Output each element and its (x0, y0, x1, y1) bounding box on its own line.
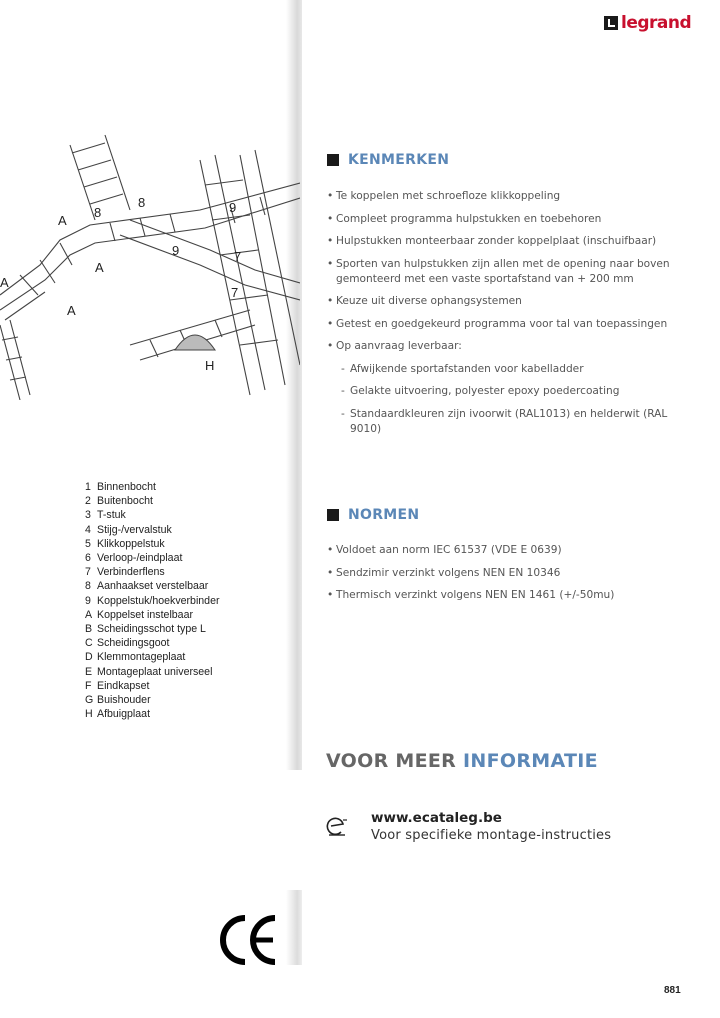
list-item: • Voldoet aan norm IEC 61537 (VDE E 0639) (327, 544, 562, 556)
diagram-label: 7 (231, 285, 239, 300)
diagram-label: A (0, 275, 9, 290)
list-item: • Te koppelen met schroefloze klikkoppeling (327, 190, 561, 202)
square-bullet-icon (327, 509, 339, 521)
legend-item: H Afbuigplaat (85, 708, 151, 721)
brand-logo (604, 13, 691, 33)
diagram-label: 9 (229, 200, 237, 215)
diagram-label: A (67, 303, 76, 318)
brand-name: legrand (621, 13, 692, 33)
legrand-logo-icon (604, 16, 618, 30)
list-item: • Hulpstukken monteerbaar zonder koppelplaat (inschuifbaar) (327, 235, 657, 247)
diagram-label: 8 (138, 195, 146, 210)
diagram-label: 8 (94, 205, 102, 220)
ce-mark-icon (218, 912, 278, 968)
diagram-label: A (58, 213, 67, 228)
kenmerken-heading (327, 152, 449, 168)
legend-item: 3 T-stuk (85, 509, 126, 522)
legend-item: A Koppelset instelbaar (85, 608, 193, 621)
section-title: KENMERKEN (348, 152, 450, 168)
normen-list (327, 543, 677, 611)
parts-legend (85, 480, 220, 721)
legend-item: 1 Binnenbocht (85, 481, 156, 493)
legend-item: 8 Aanhaakset verstelbaar (85, 580, 209, 593)
sub-list-item: - Standaardkleuren zijn ivoorwit (RAL1013) en helderwit (RAL 9010) (341, 407, 668, 435)
legend-item: 4 Stijg-/vervalstuk (85, 523, 172, 536)
legend-item: 9 Koppelstuk/hoekverbinder (85, 594, 220, 607)
legend-item: E Montageplaat universeel (85, 665, 213, 678)
normen-heading (327, 507, 419, 523)
ecatalog-description: Voor specifieke montage-instructies (371, 828, 612, 843)
ecatalog-link[interactable]: www.ecataleg.be (371, 810, 502, 826)
legend-item: 6 Verloop-/eindplaat (85, 552, 183, 565)
legend-item: D Klemmontageplaat (85, 651, 186, 664)
list-item: • Keuze uit diverse ophangsystemen (327, 295, 522, 307)
legend-item: 2 Buitenbocht (85, 495, 153, 508)
diagram-label: 7 (234, 249, 242, 264)
list-item: • Getest en goedgekeurd programma voor tal van toepassingen (327, 317, 668, 330)
list-item: • Sendzimir verzinkt volgens NEN EN 10346 (327, 566, 561, 579)
legend-item: B Scheidingsschot type L (85, 623, 206, 636)
ecatalog-icon (326, 816, 348, 838)
cable-ladder-illustration (0, 125, 300, 400)
legend-item: F Eindkapset (85, 679, 150, 692)
diagram-label: A (95, 260, 104, 275)
list-item: • Thermisch verzinkt volgens NEN EN 1461 (+/-50mu) (327, 589, 615, 601)
page-fold-shadow-bottom (286, 890, 302, 965)
sub-list-item: - Gelakte uitvoering, polyester epoxy poedercoating (341, 385, 620, 397)
kenmerken-list (327, 189, 677, 444)
more-info-heading: VOOR MEER INFORMATIE (326, 750, 598, 772)
legend-item: G Buishouder (85, 694, 151, 707)
section-title: NORMEN (348, 507, 420, 523)
diagram-label: 9 (172, 243, 180, 258)
list-item: • Compleet programma hulpstukken en toebehoren (327, 212, 602, 225)
list-item: • Sporten van hulpstukken zijn allen met de opening naar boven gemonteerd met een vaste sportafstand van + 200 mm (327, 257, 670, 285)
square-bullet-icon (327, 154, 339, 166)
list-item: • Op aanvraag leverbaar: (327, 340, 462, 352)
page-number: 881 (664, 985, 681, 996)
legend-item: 5 Klikkoppelstuk (85, 537, 165, 550)
diagram-label: H (205, 358, 215, 373)
legend-item: 7 Verbinderflens (85, 566, 165, 579)
sub-list-item: - Afwijkende sportafstanden voor kabelladder (341, 362, 584, 375)
legend-item: C Scheidingsgoot (85, 637, 170, 650)
